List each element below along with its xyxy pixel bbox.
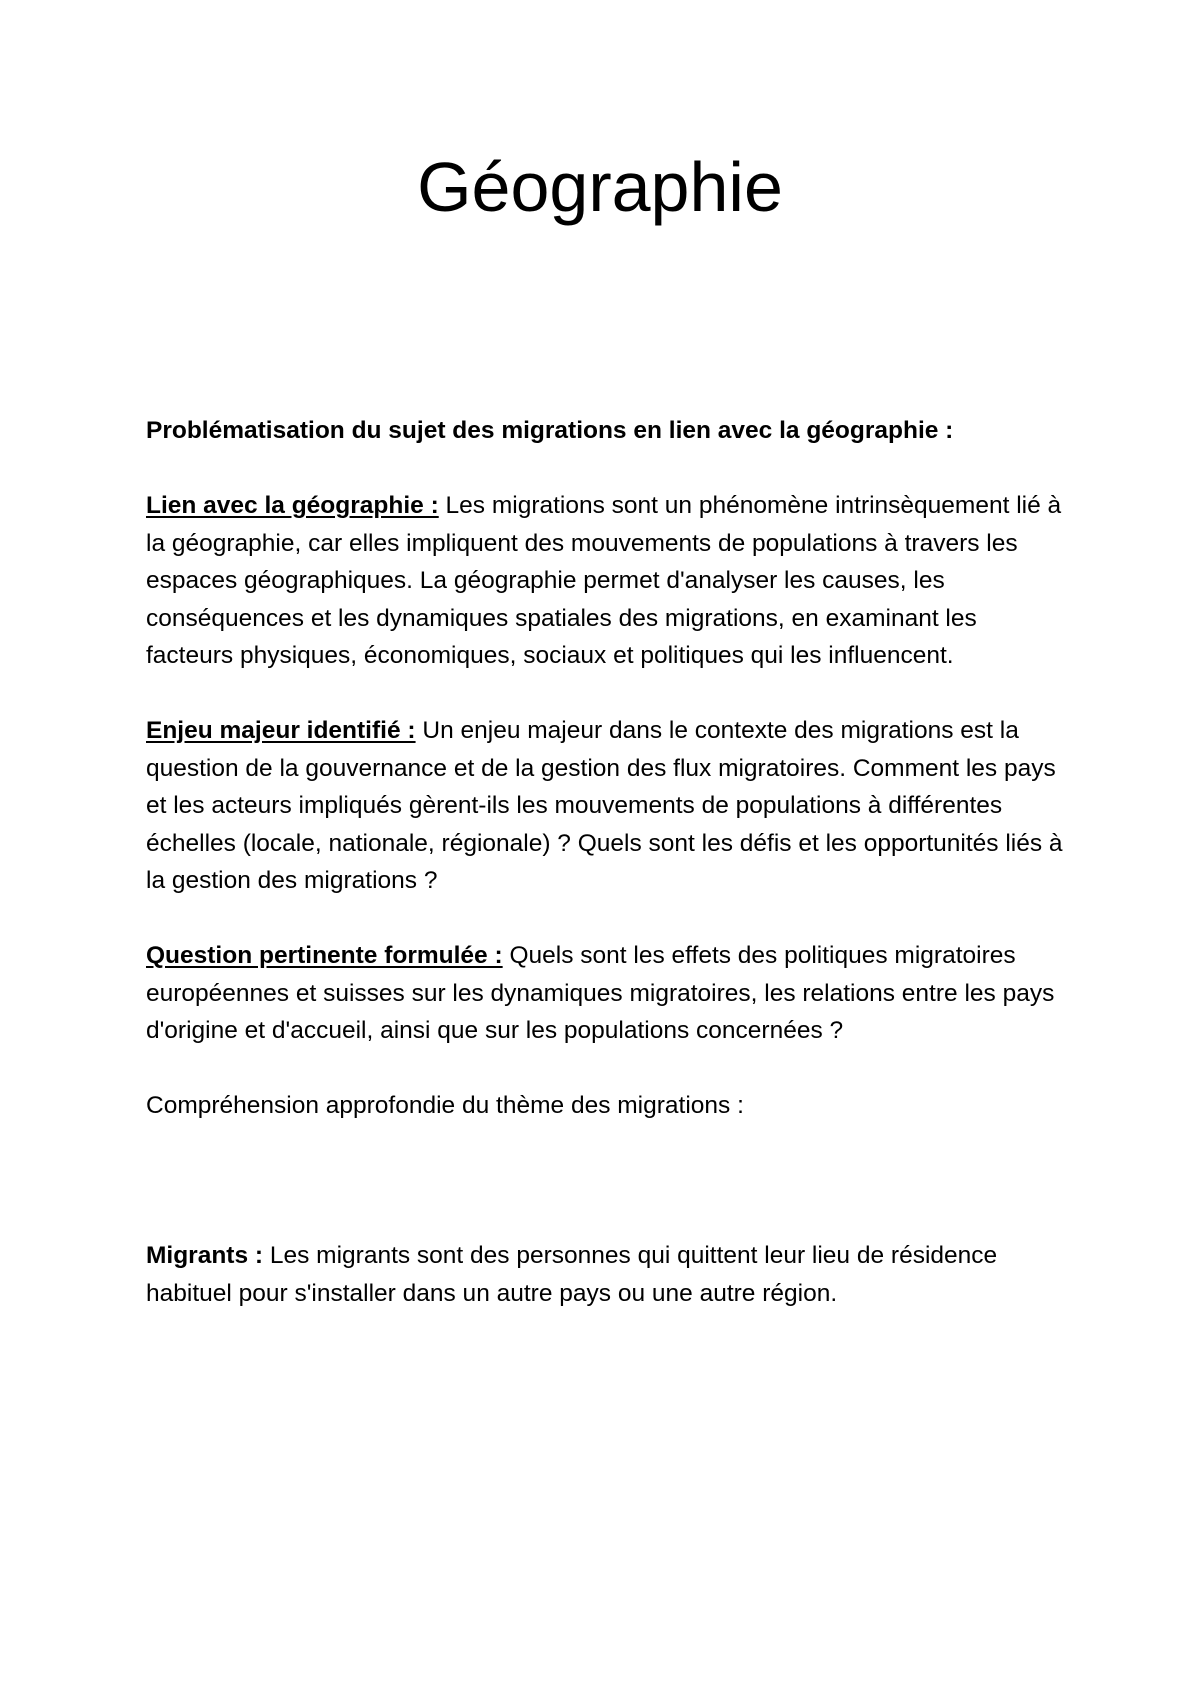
section-text: Les migrations sont un phénomène intrinsèquement lié à la géographie, car elles impliquent des mouvements de populations à travers les espaces géographiques. La géographie permet d'analyser les causes, les conséquences et les dynamiques spatiales des migrations, en examinant les facteurs physiques, économiques, sociaux et politiques qui les influencent. — [146, 492, 1062, 669]
section-label: Enjeu majeur identifié : — [146, 717, 416, 744]
blank-space — [146, 1162, 1066, 1237]
section-text: Un enjeu majeur dans le contexte des migrations est la question de la gouvernance et de la gestion des flux migratoires. Comment les pays et les acteurs impliqués gèrent-ils les mouvements de populations à différentes échelles (locale, nationale, régionale) ? Quels sont les défis et les opportunités liés à la gestion des migrations ? — [146, 717, 1063, 894]
definition-text: Les migrants sont des personnes qui quittent leur lieu de résidence habituel pour s'installer dans un autre pays ou une autre région. — [146, 1242, 998, 1307]
section-question-pertinente — [146, 937, 1066, 1050]
section-text: Quels sont les effets des politiques migratoires européennes et suisses sur les dynamiques migratoires, les relations entre les pays d'origine et d'accueil, ainsi que sur les populations concernées ? — [146, 942, 1055, 1044]
problematisation-heading: Problématisation du sujet des migrations en lien avec la géographie : — [146, 417, 954, 444]
section-lien-geographie — [146, 487, 1066, 675]
definition-label: Migrants : — [146, 1242, 264, 1269]
definition-migrants — [146, 1237, 1066, 1312]
comprehension-heading: Compréhension approfondie du thème des migrations : — [146, 1092, 744, 1119]
section-label: Lien avec la géographie : — [146, 492, 439, 519]
document-body — [146, 412, 1066, 1350]
section-label: Question pertinente formulée : — [146, 942, 503, 969]
document-title: Géographie — [417, 148, 783, 226]
section-enjeu-majeur — [146, 712, 1066, 900]
